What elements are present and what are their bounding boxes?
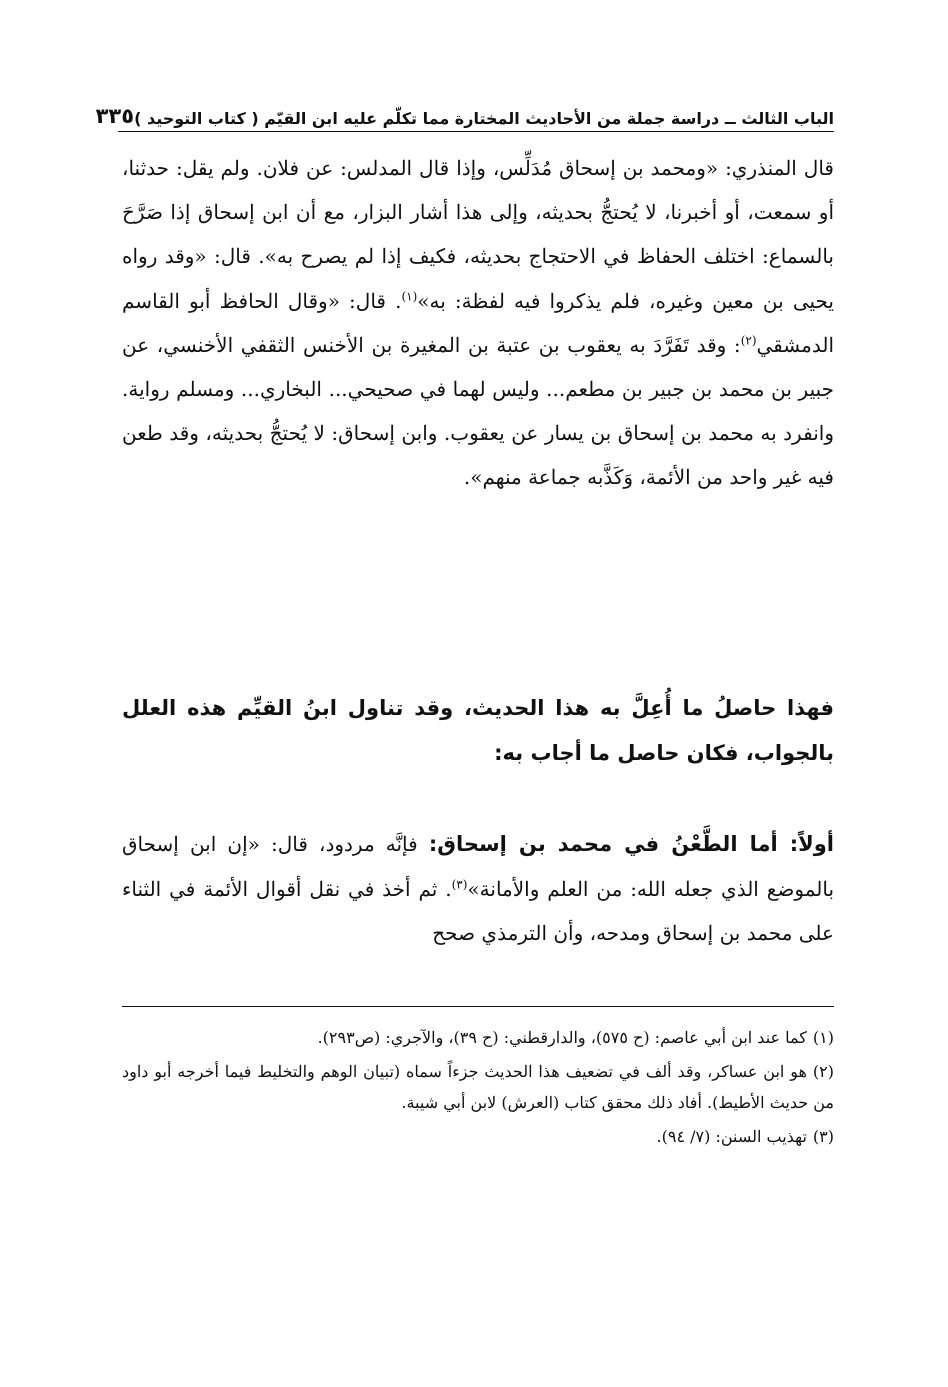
paragraph-lead: أولاً: أما الطَّعْنُ في محمد بن إسحاق: (428, 832, 834, 856)
footnote-2 (122, 1056, 834, 1119)
paragraph-text: : وقد تَفَرَّدَ به يعقوب بن عتبة بن المغيرة بن الأخنس الثقفي الأخنسي، عن جبير بن محمد بن جبير بن مطعم... وليس لهما في صحيحي... البخاري... ومسلم رواية. وانفرد به محمد بن إسحاق بن يسار عن يعقوب. وابن إسحاق: لا يُحتجُّ بحديثه، وقد طعن فيه غير واحد من الأئمة، وَكَذَّبه جماعة منهم». (122, 332, 835, 490)
footnote-text: هو ابن عساكر، وقد ألف في تضعيف هذا الحديث جزءاً سماه (تبيان الوهم والتخليط فيما أخرجه أبو داود من حديث الأطيط). أفاد ذلك محقق كتاب (العرش) لابن أبي شيبة. (122, 1061, 834, 1112)
paragraph-text: . قال: «وقال الحافظ أبو القاسم الدمشقي (122, 288, 835, 357)
footnote-text: تهذيب السنن: (٧/ ٩٤). (656, 1126, 807, 1146)
header-rule (118, 131, 834, 132)
running-title: الباب الثالث ــ دراسة جملة من الأحاديث المختارة مما تكلّم عليه ابن القيّم ( كتاب التوحيد ) (134, 109, 834, 128)
page-number: ٣٣٥ (95, 104, 135, 128)
footnote-ref-1: (١) (401, 288, 418, 303)
footnote-ref-3: (٣) (451, 876, 468, 891)
footnotes (122, 1022, 834, 1154)
footnote-number: (٢) (812, 1061, 834, 1081)
summary-heading: فهذا حاصلُ ما أُعِلَّ به هذا الحديث، وقد تناول ابنُ القيِّم هذه العلل بالجواب، فكان حاصل ما أجاب به: (122, 696, 834, 765)
main-text (122, 146, 834, 500)
footnote-text: كما عند ابن أبي عاصم: (ح ٥٧٥)، والدارقطني: (ح ٣٩)، والآجري: (ص٢٩٣). (317, 1028, 807, 1047)
footnote-3 (122, 1121, 834, 1153)
footnote-ref-2: (٢) (740, 333, 757, 348)
paragraph-text: فإنَّه مردود، قال: «إن ابن إسحاق بالموضع الذي جعله الله: من العلم والأمانة» (122, 832, 835, 901)
paragraph-mundhiri-quote (122, 146, 834, 500)
footnote-rule (122, 1006, 834, 1007)
paragraph-text: . ثم أخذ في نقل أقوال الأئمة في الثناء على محمد بن إسحاق ومدحه، وأن الترمذي صحح (122, 876, 834, 945)
footnote-number: (١) (812, 1028, 834, 1047)
running-header (95, 96, 834, 128)
paragraph-first-response (122, 822, 834, 956)
paragraph-text: قال المنذري: «ومحمد بن إسحاق مُدَلِّس، وإذا قال المدلس: عن فلان. ولم يقل: حدثنا، أو سمعت، أو أخبرنا، لا يُحتجُّ بحديثه، وإلى هذا أشار البزار، مع أن ابن إسحاق إذا صَرَّحَ بالسماع: اختلف الحفاظ في الاحتجاج بحديثه، فكيف إذا لم يصرح به». قال: «وقد رواه يحيى بن معين وغيره، فلم يذكروا فيه لفظة: به» (122, 156, 835, 313)
footnote-1 (122, 1022, 834, 1054)
footnote-number: (٣) (812, 1126, 834, 1146)
